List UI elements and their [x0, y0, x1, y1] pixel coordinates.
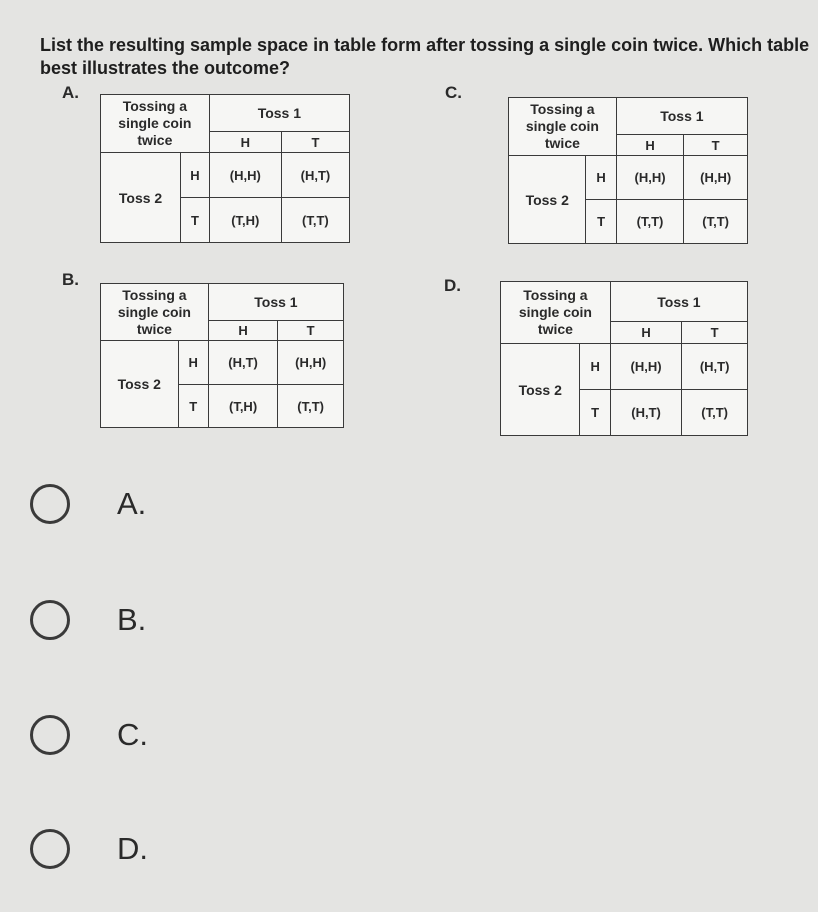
- corner-header: Tossing a single coin twice: [509, 98, 617, 156]
- toss1-header: Toss 1: [616, 98, 747, 135]
- choice-label: D.: [117, 831, 148, 866]
- toss2-header: Toss 2: [501, 344, 580, 436]
- cell-hh: (H,H): [610, 344, 681, 390]
- row-h-header: H: [178, 341, 208, 385]
- col-t-header: T: [684, 135, 748, 156]
- table-a: [100, 94, 350, 243]
- col-h-header: H: [610, 322, 681, 344]
- corner-header: Tossing a single coin twice: [101, 95, 210, 153]
- cell-tt: (T,T): [684, 200, 748, 244]
- question-text: List the resulting sample space in table form after tossing a single coin twice. Which table best illustrates the outcome?: [40, 35, 810, 78]
- choice-label: C.: [117, 717, 148, 752]
- cell-tt: (T,T): [278, 385, 344, 428]
- choice-label: A.: [117, 486, 147, 521]
- radio-circle-icon[interactable]: [30, 715, 70, 755]
- cell-th: (T,H): [208, 385, 277, 428]
- cell-th: (T,H): [209, 198, 281, 243]
- cell-hh: (H,H): [209, 153, 281, 198]
- cell-th: (H,T): [610, 390, 681, 436]
- col-t-header: T: [281, 132, 349, 153]
- choice-a[interactable]: [30, 481, 146, 527]
- toss1-header: Toss 1: [209, 95, 349, 132]
- cell-th: (T,T): [616, 200, 684, 244]
- toss2-header: Toss 2: [101, 153, 181, 243]
- toss1-header: Toss 1: [610, 282, 747, 322]
- row-t-header: T: [178, 385, 208, 428]
- toss2-header: Toss 2: [509, 156, 586, 244]
- cell-hh: (H,H): [616, 156, 684, 200]
- row-h-header: H: [580, 344, 610, 390]
- row-t-header: T: [580, 390, 610, 436]
- table-b: [100, 283, 344, 428]
- corner-header: Tossing a single coin twice: [101, 284, 209, 341]
- col-h-header: H: [616, 135, 684, 156]
- table-b-letter: B.: [62, 270, 79, 289]
- cell-tt: (T,T): [281, 198, 349, 243]
- cell-ht: (H,H): [684, 156, 748, 200]
- cell-tt: (T,T): [682, 390, 748, 436]
- row-t-header: T: [586, 200, 616, 244]
- choice-d[interactable]: [30, 826, 148, 872]
- col-h-header: H: [208, 321, 277, 341]
- table-a-letter: A.: [62, 83, 79, 102]
- radio-circle-icon[interactable]: [30, 484, 70, 524]
- row-t-header: T: [181, 198, 210, 243]
- radio-circle-icon[interactable]: [30, 600, 70, 640]
- table-c-letter: C.: [445, 83, 462, 102]
- table-d-letter: D.: [444, 276, 461, 295]
- choice-b[interactable]: [30, 597, 146, 643]
- choice-label: B.: [117, 602, 147, 637]
- choice-c[interactable]: [30, 712, 148, 758]
- toss2-header: Toss 2: [101, 341, 179, 428]
- row-h-header: H: [181, 153, 210, 198]
- cell-hh: (H,T): [208, 341, 277, 385]
- radio-circle-icon[interactable]: [30, 829, 70, 869]
- cell-ht: (H,H): [278, 341, 344, 385]
- corner-header: Tossing a single coin twice: [501, 282, 611, 344]
- row-h-header: H: [586, 156, 616, 200]
- col-t-header: T: [682, 322, 748, 344]
- cell-ht: (H,T): [682, 344, 748, 390]
- toss1-header: Toss 1: [208, 284, 343, 321]
- table-d: [500, 281, 748, 436]
- table-c: [508, 97, 748, 244]
- cell-ht: (H,T): [281, 153, 349, 198]
- col-h-header: H: [209, 132, 281, 153]
- col-t-header: T: [278, 321, 344, 341]
